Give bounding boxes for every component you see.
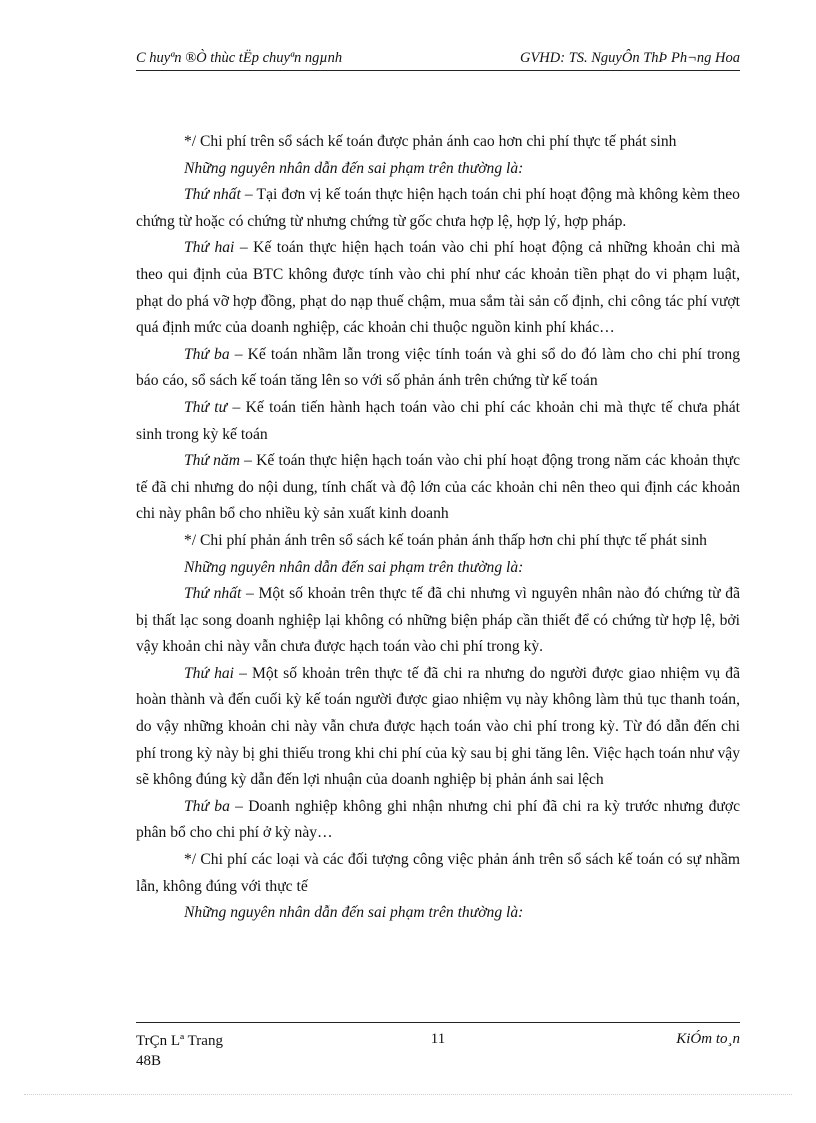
paragraph: */ Chi phí các loại và các đối tượng công việc phản ánh trên sổ sách kế toán có sự nhầm lẫn, không đúng với thực tế bbox=[136, 851, 740, 895]
paragraph: Thứ tư – Kế toán tiến hành hạch toán vào chi phí các khoản chi mà thực tế chưa phát sinh trong kỳ kế toán bbox=[136, 398, 740, 443]
document-body bbox=[136, 129, 740, 927]
paragraph: Thứ ba – Doanh nghiệp không ghi nhận nhưng chi phí đã chi ra kỳ trước nhưng được phân bổ cho chi phí ở kỳ này… bbox=[136, 797, 741, 842]
paragraph: */ Chi phí trên sổ sách kế toán được phản ánh cao hơn chi phí thực tế phát sinh bbox=[184, 133, 677, 150]
paragraph: Thứ năm – Kế toán thực hiện hạch toán vào chi phí hoạt động trong năm các khoản thực tế đã chi nhưng do nội dung, tính chất và độ lớn của các khoản chi nên theo qui định các khoản chi này phân bổ cho nhiều kỳ sản xuất kinh doanh bbox=[136, 452, 740, 523]
page-number: 11 bbox=[430, 1031, 446, 1047]
page-bottom-divider bbox=[24, 1094, 792, 1095]
footer-subject: KiÓm to¸n bbox=[676, 1031, 740, 1047]
paragraph: Những nguyên nhân dẫn đến sai phạm trên thường là: bbox=[184, 159, 524, 177]
paragraph: Thứ nhất – Một số khoản trên thực tế đã chi nhưng vì nguyên nhân nào đó chứng từ đã bị thất lạc song doanh nghiệp lại không có những biện pháp cần thiết để có chứng từ hợp lệ, bởi vậy khoản chi này vẫn chưa được hạch toán vào chi phí trong kỳ. bbox=[136, 585, 740, 656]
paragraph: Thứ hai – Một số khoản trên thực tế đã chi ra nhưng do người được giao nhiệm vụ đã hoàn thành và đến cuối kỳ kế toán người được giao nhiệm vụ này không làm thủ tục thanh toán, do vậy những khoản chi này vẫn chưa được hạch toán vào chi phí trong kỳ. Từ đó dẫn đến chi phí trong kỳ này bị ghi thiếu trong khi chi phí của kỳ sau bị ghi tăng lên. Việc hạch toán như vậy sẽ không đúng kỳ dẫn đến lợi nhuận của doanh nghiệp bị phản ánh sai lệch bbox=[136, 664, 740, 789]
paragraph: Những nguyên nhân dẫn đến sai phạm trên thường là: bbox=[184, 558, 524, 576]
header-supervisor: GVHD: TS. NguyÔn ThÞ Ph¬ng Hoa bbox=[519, 50, 740, 66]
paragraph: Thứ ba – Kế toán nhầm lẫn trong việc tính toán và ghi sổ do đó làm cho chi phí trong báo cáo, sổ sách kế toán tăng lên so với số phản ánh trên chứng từ kế toán bbox=[136, 345, 740, 390]
footer-author-name: TrÇn Lª Trang bbox=[136, 1033, 223, 1049]
paragraph: Những nguyên nhân dẫn đến sai phạm trên thường là: bbox=[184, 904, 524, 922]
header-chapter-title: C huyªn ®Ò thùc tËp chuyªn ngµnh bbox=[136, 50, 343, 66]
page-header bbox=[136, 48, 740, 71]
paragraph: Thứ hai – Kế toán thực hiện hạch toán vào chi phí hoạt động cả những khoản chi mà theo qui định của BTC không được tính vào chi phí như các khoản tiền phạt do vi phạm luật, phạt do phá vỡ hợp đồng, phạt do nạp thuế chậm, mua sắm tài sản cố định, chi công tác phí vượt quá định mức của doanh nghiệp, các khoản chi thuộc nguồn kinh phí khác… bbox=[136, 239, 740, 337]
paragraph: Thứ nhất – Tại đơn vị kế toán thực hiện hạch toán chi phí hoạt động mà không kèm theo chứng từ hoặc có chứng từ nhưng chứng từ gốc chưa hợp lệ, hợp lý, hợp pháp. bbox=[136, 186, 740, 230]
page-footer bbox=[136, 1022, 740, 1069]
paragraph: */ Chi phí phản ánh trên sổ sách kế toán phản ánh thấp hơn chi phí thực tế phát sinh bbox=[184, 531, 707, 549]
footer-author-class: 48B bbox=[136, 1053, 162, 1069]
